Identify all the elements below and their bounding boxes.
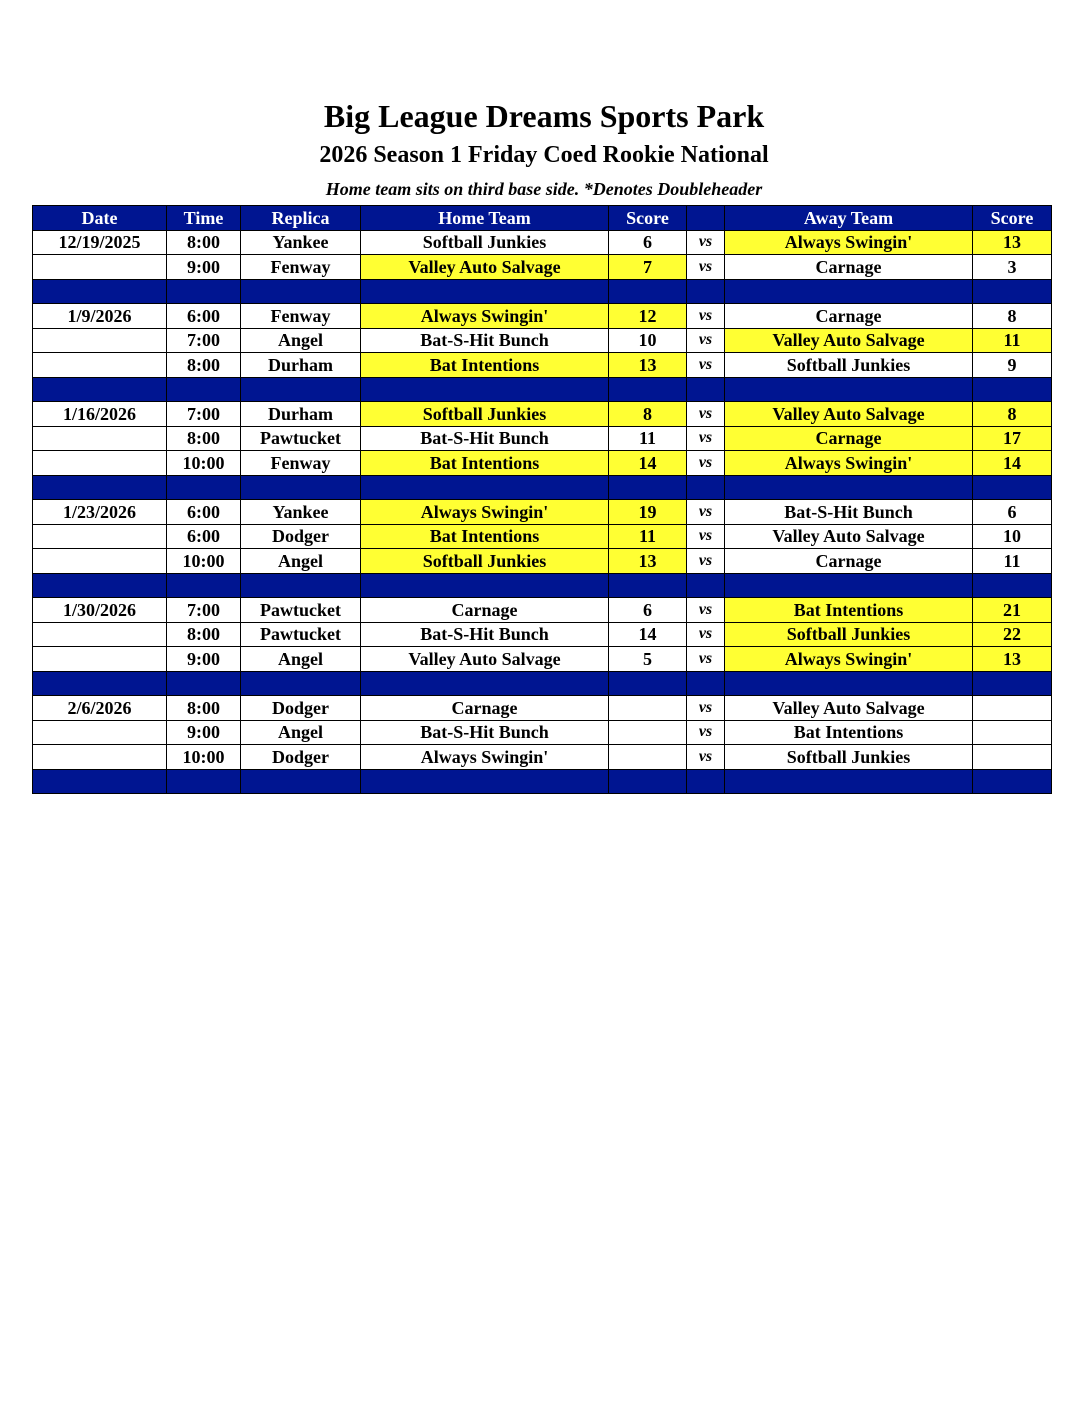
away-score-cell: 3 — [973, 255, 1052, 280]
home-team-cell: Bat Intentions — [361, 353, 609, 378]
separator-cell — [33, 573, 167, 598]
table-row — [33, 622, 1052, 647]
home-team-cell: Bat Intentions — [361, 524, 609, 549]
home-score-cell: 11 — [609, 426, 687, 451]
schedule-table — [32, 205, 1052, 794]
away-team-cell: Valley Auto Salvage — [725, 328, 973, 353]
separator-cell — [241, 279, 361, 304]
separator-row — [33, 671, 1052, 696]
date-cell: 12/19/2025 — [33, 230, 167, 255]
separator-cell — [687, 279, 725, 304]
replica-cell: Fenway — [241, 451, 361, 476]
vs-cell: vs — [687, 304, 725, 329]
column-header-home-score: Score — [609, 206, 687, 231]
column-header-replica: Replica — [241, 206, 361, 231]
replica-cell: Fenway — [241, 255, 361, 280]
replica-cell: Dodger — [241, 524, 361, 549]
separator-cell — [609, 769, 687, 794]
time-cell: 8:00 — [167, 622, 241, 647]
away-score-cell: 10 — [973, 524, 1052, 549]
date-cell — [33, 451, 167, 476]
separator-row — [33, 573, 1052, 598]
separator-cell — [33, 377, 167, 402]
column-header-away-team: Away Team — [725, 206, 973, 231]
vs-cell: vs — [687, 549, 725, 574]
vs-cell: vs — [687, 402, 725, 427]
separator-cell — [973, 671, 1052, 696]
page-subtitle: 2026 Season 1 Friday Coed Rookie National — [319, 142, 769, 168]
away-team-cell: Bat Intentions — [725, 598, 973, 623]
date-cell — [33, 745, 167, 770]
date-cell — [33, 353, 167, 378]
replica-cell: Fenway — [241, 304, 361, 329]
separator-row — [33, 377, 1052, 402]
separator-cell — [973, 377, 1052, 402]
home-team-cell: Softball Junkies — [361, 230, 609, 255]
away-score-cell: 13 — [973, 230, 1052, 255]
replica-cell: Yankee — [241, 230, 361, 255]
column-header-vs — [687, 206, 725, 231]
table-row — [33, 426, 1052, 451]
home-team-cell: Valley Auto Salvage — [361, 255, 609, 280]
away-score-cell: 11 — [973, 328, 1052, 353]
column-header-date: Date — [33, 206, 167, 231]
away-team-cell: Always Swingin' — [725, 647, 973, 672]
column-header-home-team: Home Team — [361, 206, 609, 231]
separator-cell — [361, 279, 609, 304]
away-team-cell: Valley Auto Salvage — [725, 402, 973, 427]
time-cell: 7:00 — [167, 598, 241, 623]
date-cell — [33, 255, 167, 280]
separator-cell — [361, 671, 609, 696]
separator-cell — [609, 377, 687, 402]
time-cell: 6:00 — [167, 500, 241, 525]
page-title: Big League Dreams Sports Park — [323, 98, 765, 134]
home-team-cell: Valley Auto Salvage — [361, 647, 609, 672]
away-score-cell: 21 — [973, 598, 1052, 623]
vs-cell: vs — [687, 647, 725, 672]
date-cell — [33, 549, 167, 574]
home-score-cell: 19 — [609, 500, 687, 525]
time-cell: 8:00 — [167, 353, 241, 378]
time-cell: 8:00 — [167, 696, 241, 721]
separator-cell — [687, 573, 725, 598]
away-team-cell: Always Swingin' — [725, 451, 973, 476]
home-team-cell: Always Swingin' — [361, 745, 609, 770]
home-score-cell: 12 — [609, 304, 687, 329]
separator-cell — [361, 573, 609, 598]
time-cell: 10:00 — [167, 451, 241, 476]
separator-cell — [687, 475, 725, 500]
away-team-cell: Valley Auto Salvage — [725, 696, 973, 721]
separator-cell — [361, 475, 609, 500]
separator-cell — [241, 769, 361, 794]
home-team-cell: Bat-S-Hit Bunch — [361, 328, 609, 353]
separator-cell — [687, 769, 725, 794]
vs-cell: vs — [687, 426, 725, 451]
home-score-cell: 6 — [609, 230, 687, 255]
time-cell: 8:00 — [167, 426, 241, 451]
away-team-cell: Valley Auto Salvage — [725, 524, 973, 549]
home-score-cell: 14 — [609, 622, 687, 647]
home-team-cell: Always Swingin' — [361, 500, 609, 525]
vs-cell: vs — [687, 255, 725, 280]
table-row — [33, 230, 1052, 255]
date-cell — [33, 622, 167, 647]
column-header-away-score: Score — [973, 206, 1052, 231]
home-team-cell: Carnage — [361, 696, 609, 721]
home-team-cell: Softball Junkies — [361, 402, 609, 427]
separator-cell — [167, 671, 241, 696]
home-score-cell: 14 — [609, 451, 687, 476]
date-cell — [33, 328, 167, 353]
separator-cell — [609, 573, 687, 598]
time-cell: 7:00 — [167, 328, 241, 353]
separator-cell — [725, 377, 973, 402]
vs-cell: vs — [687, 696, 725, 721]
time-cell: 7:00 — [167, 402, 241, 427]
separator-cell — [687, 671, 725, 696]
column-header-time: Time — [167, 206, 241, 231]
separator-cell — [725, 769, 973, 794]
date-cell — [33, 720, 167, 745]
date-cell: 1/30/2026 — [33, 598, 167, 623]
table-row — [33, 304, 1052, 329]
vs-cell: vs — [687, 622, 725, 647]
away-team-cell: Carnage — [725, 549, 973, 574]
table-row — [33, 696, 1052, 721]
home-score-cell: 6 — [609, 598, 687, 623]
time-cell: 10:00 — [167, 549, 241, 574]
home-team-cell: Bat-S-Hit Bunch — [361, 622, 609, 647]
table-row — [33, 647, 1052, 672]
away-score-cell: 9 — [973, 353, 1052, 378]
separator-cell — [33, 475, 167, 500]
away-score-cell: 8 — [973, 304, 1052, 329]
home-team-cell: Bat-S-Hit Bunch — [361, 720, 609, 745]
table-row — [33, 720, 1052, 745]
home-score-cell: 8 — [609, 402, 687, 427]
vs-cell: vs — [687, 720, 725, 745]
home-score-cell: 13 — [609, 353, 687, 378]
away-team-cell: Carnage — [725, 255, 973, 280]
separator-cell — [725, 671, 973, 696]
vs-cell: vs — [687, 524, 725, 549]
separator-cell — [167, 573, 241, 598]
separator-cell — [973, 279, 1052, 304]
date-cell: 1/16/2026 — [33, 402, 167, 427]
home-score-cell — [609, 720, 687, 745]
separator-cell — [33, 671, 167, 696]
separator-row — [33, 279, 1052, 304]
away-team-cell: Carnage — [725, 304, 973, 329]
away-score-cell: 6 — [973, 500, 1052, 525]
replica-cell: Dodger — [241, 745, 361, 770]
separator-cell — [609, 279, 687, 304]
table-row — [33, 451, 1052, 476]
home-score-cell — [609, 745, 687, 770]
replica-cell: Durham — [241, 402, 361, 427]
replica-cell: Angel — [241, 328, 361, 353]
away-score-cell: 14 — [973, 451, 1052, 476]
table-row — [33, 745, 1052, 770]
separator-cell — [33, 769, 167, 794]
table-row — [33, 549, 1052, 574]
separator-cell — [167, 279, 241, 304]
home-score-cell: 10 — [609, 328, 687, 353]
vs-cell: vs — [687, 451, 725, 476]
home-team-cell: Bat Intentions — [361, 451, 609, 476]
away-score-cell: 8 — [973, 402, 1052, 427]
home-score-cell: 7 — [609, 255, 687, 280]
away-score-cell: 11 — [973, 549, 1052, 574]
away-score-cell: 13 — [973, 647, 1052, 672]
home-score-cell: 5 — [609, 647, 687, 672]
away-team-cell: Bat-S-Hit Bunch — [725, 500, 973, 525]
separator-cell — [973, 573, 1052, 598]
away-score-cell: 17 — [973, 426, 1052, 451]
table-row — [33, 500, 1052, 525]
away-team-cell: Bat Intentions — [725, 720, 973, 745]
table-row — [33, 402, 1052, 427]
time-cell: 9:00 — [167, 647, 241, 672]
separator-cell — [361, 377, 609, 402]
separator-cell — [241, 475, 361, 500]
separator-cell — [167, 475, 241, 500]
date-cell: 1/23/2026 — [33, 500, 167, 525]
date-cell — [33, 524, 167, 549]
table-row — [33, 598, 1052, 623]
separator-cell — [725, 475, 973, 500]
home-team-cell: Carnage — [361, 598, 609, 623]
date-cell: 2/6/2026 — [33, 696, 167, 721]
time-cell: 8:00 — [167, 230, 241, 255]
replica-cell: Yankee — [241, 500, 361, 525]
table-row — [33, 255, 1052, 280]
home-team-cell: Softball Junkies — [361, 549, 609, 574]
away-score-cell — [973, 696, 1052, 721]
separator-cell — [725, 573, 973, 598]
date-cell — [33, 647, 167, 672]
vs-cell: vs — [687, 328, 725, 353]
time-cell: 9:00 — [167, 720, 241, 745]
away-team-cell: Softball Junkies — [725, 745, 973, 770]
home-score-cell: 13 — [609, 549, 687, 574]
separator-cell — [687, 377, 725, 402]
separator-cell — [973, 769, 1052, 794]
away-score-cell — [973, 745, 1052, 770]
separator-cell — [361, 769, 609, 794]
table-row — [33, 328, 1052, 353]
separator-cell — [33, 279, 167, 304]
table-header-row — [33, 206, 1052, 231]
vs-cell: vs — [687, 745, 725, 770]
separator-cell — [609, 671, 687, 696]
time-cell: 6:00 — [167, 524, 241, 549]
replica-cell: Angel — [241, 549, 361, 574]
home-team-cell: Bat-S-Hit Bunch — [361, 426, 609, 451]
replica-cell: Pawtucket — [241, 598, 361, 623]
date-cell — [33, 426, 167, 451]
replica-cell: Pawtucket — [241, 622, 361, 647]
home-team-cell: Always Swingin' — [361, 304, 609, 329]
separator-cell — [167, 377, 241, 402]
replica-cell: Pawtucket — [241, 426, 361, 451]
replica-cell: Angel — [241, 720, 361, 745]
vs-cell: vs — [687, 500, 725, 525]
schedule-body — [33, 230, 1052, 794]
away-score-cell: 22 — [973, 622, 1052, 647]
vs-cell: vs — [687, 353, 725, 378]
away-team-cell: Carnage — [725, 426, 973, 451]
separator-cell — [241, 573, 361, 598]
vs-cell: vs — [687, 230, 725, 255]
schedule-note: Home team sits on third base side. *Denotes Doubleheader — [325, 179, 763, 199]
away-score-cell — [973, 720, 1052, 745]
date-cell: 1/9/2026 — [33, 304, 167, 329]
home-score-cell — [609, 696, 687, 721]
table-row — [33, 524, 1052, 549]
vs-cell: vs — [687, 598, 725, 623]
separator-cell — [609, 475, 687, 500]
replica-cell: Dodger — [241, 696, 361, 721]
separator-cell — [725, 279, 973, 304]
away-team-cell: Softball Junkies — [725, 622, 973, 647]
time-cell: 10:00 — [167, 745, 241, 770]
time-cell: 6:00 — [167, 304, 241, 329]
table-row — [33, 353, 1052, 378]
time-cell: 9:00 — [167, 255, 241, 280]
replica-cell: Angel — [241, 647, 361, 672]
replica-cell: Durham — [241, 353, 361, 378]
separator-row — [33, 769, 1052, 794]
separator-cell — [241, 671, 361, 696]
separator-cell — [973, 475, 1052, 500]
separator-cell — [241, 377, 361, 402]
separator-row — [33, 475, 1052, 500]
away-team-cell: Always Swingin' — [725, 230, 973, 255]
away-team-cell: Softball Junkies — [725, 353, 973, 378]
separator-cell — [167, 769, 241, 794]
home-score-cell: 11 — [609, 524, 687, 549]
